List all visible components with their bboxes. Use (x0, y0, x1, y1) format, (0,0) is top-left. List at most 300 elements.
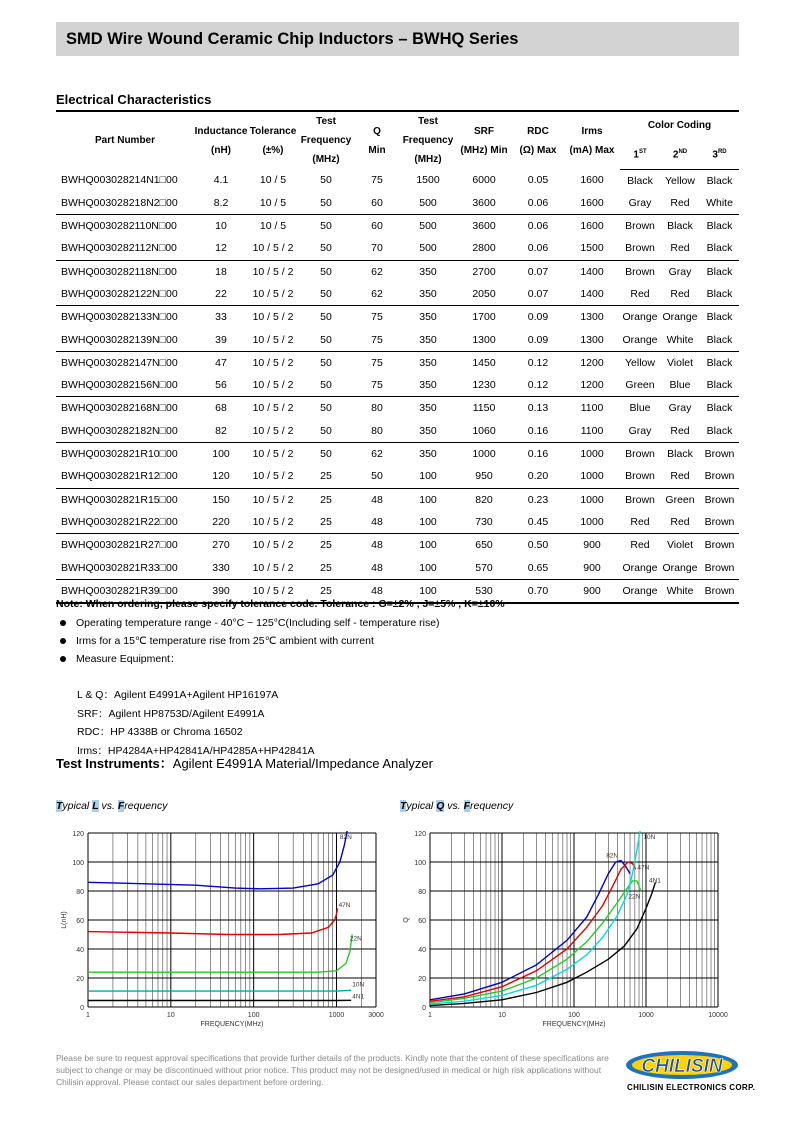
table-cell: 25 (298, 579, 354, 603)
x-tick-label: 1000 (638, 1012, 654, 1019)
table-cell: 900 (564, 557, 620, 580)
table-cell: 3600 (472, 220, 496, 233)
table-cell: 10 / 5 / 2 (252, 493, 294, 506)
table-cell: 1400 (580, 265, 604, 278)
table-cell: 62 (371, 265, 383, 278)
col-part-number: Part Number (56, 111, 194, 169)
table-cell: 100 (400, 511, 456, 534)
table-cell: BWHQ0030282168N□00 (61, 402, 178, 415)
table-cell: BWHQ0030282118N□00 (61, 265, 177, 278)
table-cell: Green (665, 493, 695, 506)
table-cell: 56 (194, 374, 248, 397)
table-cell: Brown (625, 265, 655, 278)
y-tick-label: 0 (422, 1005, 426, 1012)
table-cell: 150 (212, 493, 230, 506)
table-cell: 0.06 (527, 220, 549, 233)
equipment-item: Irms：HP4284A+HP42841A/HP4285A+HP42841A (77, 744, 315, 757)
table-cell: 10 / 5 / 2 (252, 356, 294, 369)
table-cell: 48 (371, 493, 383, 506)
table-cell: 390 (194, 579, 248, 603)
table-cell: 25 (298, 465, 354, 488)
series-label: 22N (628, 893, 641, 901)
y-tick-label: 100 (414, 860, 426, 867)
table-cell: Red (660, 465, 700, 488)
table-cell: 75 (371, 356, 383, 369)
table-row (56, 351, 739, 374)
table-cell: 48 (354, 557, 400, 580)
table-cell: 50 (320, 311, 332, 324)
table-cell: 900 (583, 539, 601, 552)
table-cell: BWHQ0030282156N□00 (56, 374, 194, 397)
table-cell: 0.12 (527, 356, 549, 369)
table-cell: 75 (354, 374, 400, 397)
table-cell: Black (706, 174, 733, 187)
x-tick-label: 10000 (708, 1012, 728, 1019)
table-cell: BWHQ00302821R22□00 (56, 511, 194, 534)
table-cell: 350 (419, 448, 437, 461)
table-cell: 10 / 5 / 2 (248, 283, 298, 306)
table-cell: Red (660, 511, 700, 534)
x-axis-label: FREQUENCY(MHz) (542, 1021, 606, 1028)
table-cell: 350 (400, 329, 456, 352)
table-row (56, 534, 739, 557)
ordering-note: Note: When ordering, please specify tolerance code. Tolerance : G=±2% , J=±5% , K=±10% (56, 598, 505, 610)
table-cell: 730 (456, 511, 512, 534)
table-cell: 900 (564, 579, 620, 603)
y-tick-label: 0 (80, 1005, 84, 1012)
table-cell: Brown (700, 579, 739, 603)
table-cell: 50 (298, 192, 354, 215)
table-cell: 500 (419, 220, 437, 233)
table-cell: BWHQ0030282147N□00 (61, 356, 178, 369)
table-cell: 10 / 5 / 2 (248, 420, 298, 443)
table-cell: 50 (320, 220, 332, 233)
table-row (56, 306, 739, 329)
table-cell: Gray (620, 420, 660, 443)
series-label: 82N (606, 852, 619, 860)
y-tick-label: 40 (76, 947, 84, 954)
table-cell: Black (700, 329, 739, 352)
table-cell: 68 (215, 402, 227, 415)
table-cell: 62 (354, 283, 400, 306)
col-cc-2nd: 2ND (660, 139, 700, 169)
table-cell: 0.50 (527, 539, 549, 552)
table-cell: 350 (419, 402, 437, 415)
table-cell: 120 (194, 465, 248, 488)
x-tick-label: 1000 (328, 1012, 345, 1019)
table-header (56, 111, 739, 169)
table-row (56, 329, 739, 352)
x-tick-label: 100 (568, 1012, 580, 1019)
table-cell: 0.23 (527, 493, 549, 506)
table-cell: 33 (215, 311, 227, 324)
table-cell: Orange (662, 311, 698, 324)
table-cell: 1000 (564, 465, 620, 488)
table-cell: 50 (298, 329, 354, 352)
header-bar (56, 22, 739, 56)
table-cell: 50 (320, 402, 332, 415)
table-cell: Orange (622, 311, 658, 324)
table-row (56, 465, 739, 488)
y-tick-label: 80 (76, 889, 84, 896)
table-cell: 50 (298, 283, 354, 306)
table-cell: 48 (371, 539, 383, 552)
table-cell: Violet (666, 356, 694, 369)
table-cell: 570 (456, 557, 512, 580)
table-cell: 1000 (564, 511, 620, 534)
table-cell: 820 (475, 493, 493, 506)
table-cell: BWHQ00302821R39□00 (56, 579, 194, 603)
table-cell: 10 / 5 (259, 220, 287, 233)
table-cell: 10 / 5 / 2 (248, 557, 298, 580)
table-cell: 0.09 (512, 329, 564, 352)
table-cell: Brown (620, 465, 660, 488)
table-cell: Red (660, 420, 700, 443)
chart-title-q: Typical Q vs. Frequency (400, 800, 514, 812)
table-cell: Green (620, 374, 660, 397)
series-label: 4N1 (648, 877, 661, 885)
table-cell: 12 (194, 237, 248, 260)
table-cell: Red (660, 237, 700, 260)
table-cell: 50 (320, 265, 332, 278)
table-cell: 62 (371, 448, 383, 461)
table-cell: Black (706, 402, 733, 415)
table-cell: 10 / 5 / 2 (252, 311, 294, 324)
series-line-82N (430, 861, 630, 1000)
table-cell: 500 (400, 192, 456, 215)
table-cell: BWHQ0030282182N□00 (56, 420, 194, 443)
table-cell: Brown (704, 493, 735, 506)
table-cell: 0.20 (512, 465, 564, 488)
table-cell: 0.70 (512, 579, 564, 603)
table-cell: Red (620, 511, 660, 534)
table-cell: Black (627, 174, 653, 187)
table-cell: 10 / 5 (248, 192, 298, 215)
table-cell: White (700, 192, 739, 215)
table-cell: 4.1 (213, 174, 229, 187)
table-cell: 2050 (456, 283, 512, 306)
table-cell: 1200 (580, 356, 604, 369)
col-rdc: RDC (Ω) Max (512, 111, 564, 169)
table-cell: Red (630, 539, 650, 552)
table-cell: Black (706, 220, 733, 233)
table-cell: Brown (700, 511, 739, 534)
table-cell: Brown (625, 448, 655, 461)
table-cell: 70 (354, 237, 400, 260)
test-instruments-value: Agilent E4991A Material/Impedance Analyzer (172, 756, 433, 771)
test-instruments (56, 753, 433, 772)
table-cell: 350 (400, 374, 456, 397)
series-label: 22N (349, 935, 362, 943)
table-cell: Black (706, 265, 733, 278)
table-cell: 0.06 (512, 237, 564, 260)
table-cell: BWHQ0030282139N□00 (56, 329, 194, 352)
y-tick-label: 20 (418, 976, 426, 983)
table-cell: BWHQ0030282122N□00 (56, 283, 194, 306)
col-test-frequency: Test Frequency (MHz) (298, 111, 354, 169)
grid (430, 833, 718, 1007)
y-tick-label: 40 (418, 947, 426, 954)
table-cell: 100 (419, 539, 437, 552)
table-cell: Black (667, 220, 693, 233)
table-cell: Brown (700, 465, 739, 488)
table-cell: 50 (298, 420, 354, 443)
table-cell: BWHQ0030282133N□00 (61, 311, 178, 324)
table-cell: 0.09 (527, 311, 549, 324)
table-cell: Blue (629, 402, 651, 415)
table-cell: Black (700, 283, 739, 306)
table-cell: 1300 (456, 329, 512, 352)
y-axis-label: L(nH) (61, 911, 68, 929)
table-cell: 100 (400, 557, 456, 580)
table-cell: 25 (320, 539, 332, 552)
y-tick-label: 60 (76, 918, 84, 925)
table-cell: 10 / 5 (259, 174, 287, 187)
table-cell: 0.07 (527, 265, 549, 278)
table-cell: BWHQ003028218N2□00 (56, 192, 194, 215)
bullet-dot-icon (60, 620, 66, 626)
table-cell: 350 (419, 356, 437, 369)
table-cell: 330 (194, 557, 248, 580)
table-cell: 350 (400, 420, 456, 443)
table-cell: Orange (660, 557, 700, 580)
x-tick-label: 10 (166, 1012, 175, 1019)
table-cell: 0.16 (512, 420, 564, 443)
table-cell: 10 (215, 220, 227, 233)
col-irms: Irms (mA) Max (564, 111, 620, 169)
series-line-82N (88, 830, 347, 889)
footer-disclaimer: Please be sure to request approval specifications that provide further details of the products. Kindly note that the content of these specifications are subject to change or may be discontinued without prior notice. This product may not be designed/used in medical or high risk applications without Chilisin approval. Please contact our sales department before ordering. (56, 1053, 609, 1087)
table-cell: Black (706, 356, 733, 369)
table-cell: 47 (215, 356, 227, 369)
table-cell: 48 (354, 579, 400, 603)
table-cell: Black (700, 374, 739, 397)
col-color-coding: Color Coding (620, 111, 739, 139)
table-cell: 1450 (472, 356, 496, 369)
table-cell: Brown (704, 539, 735, 552)
table-cell: Orange (620, 329, 660, 352)
table-cell: Orange (620, 557, 660, 580)
y-tick-label: 20 (76, 976, 84, 983)
table-cell: 8.2 (194, 192, 248, 215)
table-cell: BWHQ0030282112N□00 (56, 237, 194, 260)
table-cell: 1600 (580, 174, 604, 187)
equipment-item: RDC：HP 4338B or Chroma 16502 (77, 726, 243, 738)
table-row (56, 192, 739, 215)
table-cell: 0.65 (512, 557, 564, 580)
table-cell: 10 / 5 / 2 (252, 402, 294, 415)
x-axis-label: FREQUENCY(MHz) (200, 1021, 264, 1028)
chart-l-vs-frequency (56, 823, 386, 1035)
bullet-item: Measure Equipment： (60, 650, 440, 668)
table-cell: 350 (400, 283, 456, 306)
table-cell: 25 (298, 511, 354, 534)
table-cell: 1300 (580, 311, 604, 324)
table-cell: 1060 (456, 420, 512, 443)
table-cell: 10 / 5 / 2 (248, 374, 298, 397)
electrical-characteristics-table (56, 110, 739, 604)
table-cell: Brown (700, 557, 739, 580)
table-row (56, 397, 739, 420)
table-cell: 1100 (580, 402, 604, 415)
table-cell: Black (706, 311, 733, 324)
table-cell: BWHQ00302821R15□00 (61, 493, 178, 506)
table-cell: 1200 (564, 374, 620, 397)
table-cell: 50 (298, 374, 354, 397)
logo-caption: CHILISIN ELECTRONICS CORP. (627, 1083, 756, 1092)
table-cell: 1500 (564, 237, 620, 260)
series-line-4N1 (430, 882, 655, 1005)
table-cell: 0.16 (527, 448, 549, 461)
table-cell: 220 (194, 511, 248, 534)
table-cell: 50 (320, 174, 332, 187)
col-test-frequency-2: Test Frequency (MHz) (400, 111, 456, 169)
bullet-dot-icon (60, 638, 66, 644)
y-tick-label: 80 (418, 889, 426, 896)
table-cell: BWHQ00302821R27□00 (61, 539, 178, 552)
page-title: SMD Wire Wound Ceramic Chip Inductors – BWHQ Series (66, 30, 519, 48)
table-body (56, 169, 739, 603)
series-label: 4N1 (352, 993, 365, 1001)
series-line-47N (88, 908, 338, 934)
table-cell: 10 / 5 / 2 (248, 465, 298, 488)
table-cell: 100 (400, 465, 456, 488)
y-tick-label: 120 (72, 831, 84, 838)
table-cell: Red (660, 283, 700, 306)
table-cell: Brown (625, 493, 655, 506)
table-cell: 75 (354, 329, 400, 352)
x-tick-label: 3000 (368, 1012, 384, 1019)
table-cell: 1300 (564, 329, 620, 352)
table-cell: 39 (194, 329, 248, 352)
table-cell: Orange (620, 579, 660, 603)
table-cell: Brown (625, 220, 655, 233)
table-cell: 60 (354, 192, 400, 215)
col-q-min: Q Min (354, 111, 400, 169)
x-tick-label: 1 (428, 1012, 432, 1019)
col-srf: SRF (MHz) Min (456, 111, 512, 169)
table-cell: 1600 (564, 192, 620, 215)
table-cell: Yellow (625, 356, 655, 369)
table-cell: 10 / 5 / 2 (252, 448, 294, 461)
equipment-list (77, 686, 315, 760)
table-cell: BWHQ00302821R12□00 (56, 465, 194, 488)
table-cell: Blue (660, 374, 700, 397)
table-cell: 0.06 (512, 192, 564, 215)
table-cell: Violet (666, 539, 694, 552)
table-cell: 50 (298, 237, 354, 260)
table-row (56, 215, 739, 238)
table-cell: BWHQ0030282110N□00 (61, 220, 177, 233)
table-cell: 48 (354, 511, 400, 534)
bullet-dot-icon (60, 656, 66, 662)
table-row (56, 374, 739, 397)
series-label: 10N (643, 834, 656, 841)
table-cell: Brown (620, 237, 660, 260)
table-cell: 2800 (456, 237, 512, 260)
table-cell: 1400 (564, 283, 620, 306)
table-cell: 2700 (472, 265, 496, 278)
table-row (56, 283, 739, 306)
table-cell: 0.07 (512, 283, 564, 306)
chart-title-l: Typical L vs. Frequency (56, 800, 168, 812)
series-label: 47N (637, 864, 650, 872)
table-cell: 1000 (472, 448, 496, 461)
chart-q-vs-frequency (398, 823, 728, 1035)
table-cell: 80 (354, 420, 400, 443)
table-cell: 50 (354, 465, 400, 488)
table-cell: 0.12 (512, 374, 564, 397)
table-cell: 1230 (456, 374, 512, 397)
table-cell: BWHQ00302821R33□00 (56, 557, 194, 580)
bullet-item: Irms for a 15℃ temperature rise from 25℃ ambient with current (60, 632, 440, 650)
table-cell: 10 / 5 / 2 (248, 237, 298, 260)
table-cell: 10 / 5 / 2 (248, 579, 298, 603)
table-cell: Black (700, 420, 739, 443)
series-line-10N (88, 990, 351, 991)
series-label: 10N (352, 981, 365, 989)
x-tick-label: 100 (247, 1012, 260, 1019)
table-row (56, 488, 739, 511)
x-tick-label: 1 (86, 1012, 90, 1019)
table-cell: BWHQ00302821R10□00 (61, 448, 178, 461)
table-row (56, 237, 739, 260)
section-title: Electrical Characteristics (56, 92, 212, 107)
table-cell: 10 / 5 / 2 (248, 511, 298, 534)
table-cell: 0.13 (527, 402, 549, 415)
y-axis-label: Q (403, 917, 410, 923)
y-tick-label: 100 (72, 860, 84, 867)
table-cell: 10 / 5 / 2 (248, 329, 298, 352)
table-cell: Yellow (665, 174, 695, 187)
table-cell: 0.45 (512, 511, 564, 534)
table-cell: 1500 (416, 174, 440, 187)
table-cell: White (660, 329, 700, 352)
table-cell: 530 (456, 579, 512, 603)
table-cell: 1700 (472, 311, 496, 324)
test-instruments-label: Test Instruments： (56, 756, 173, 771)
table-cell: 25 (320, 493, 332, 506)
table-cell: 350 (419, 265, 437, 278)
equipment-item: L & Q：Agilent E4991A+Agilent HP16197A (77, 689, 279, 701)
series-line-47N (430, 862, 636, 1001)
table-cell: 75 (371, 311, 383, 324)
table-cell: Gray (668, 265, 692, 278)
bullet-item: Operating temperature range - 40°C ~ 125°C(Including self - temperature rise) (60, 614, 440, 632)
table-cell: 1000 (580, 448, 604, 461)
table-cell: 25 (298, 557, 354, 580)
table-cell: 60 (371, 220, 383, 233)
table-cell: 350 (419, 311, 437, 324)
table-cell: White (660, 579, 700, 603)
table-cell: 1150 (472, 402, 496, 415)
table-row (56, 511, 739, 534)
table-row (56, 443, 739, 466)
table-cell: 6000 (472, 174, 496, 187)
table-cell: 22 (194, 283, 248, 306)
table-cell: Gray (668, 402, 692, 415)
table-row (56, 557, 739, 580)
table-cell: 1100 (564, 420, 620, 443)
col-tolerance: Tolerance (±%) (248, 111, 298, 169)
table-cell: 50 (320, 356, 332, 369)
table-cell: 1000 (580, 493, 604, 506)
table-cell: 3600 (456, 192, 512, 215)
y-tick-label: 60 (418, 918, 426, 925)
svg-text:CHILISIN: CHILISIN (641, 1056, 723, 1077)
equipment-item: SRF：Agilent HP8753D/Agilent E4991A (77, 707, 265, 720)
col-cc-3rd: 3RD (700, 139, 739, 169)
